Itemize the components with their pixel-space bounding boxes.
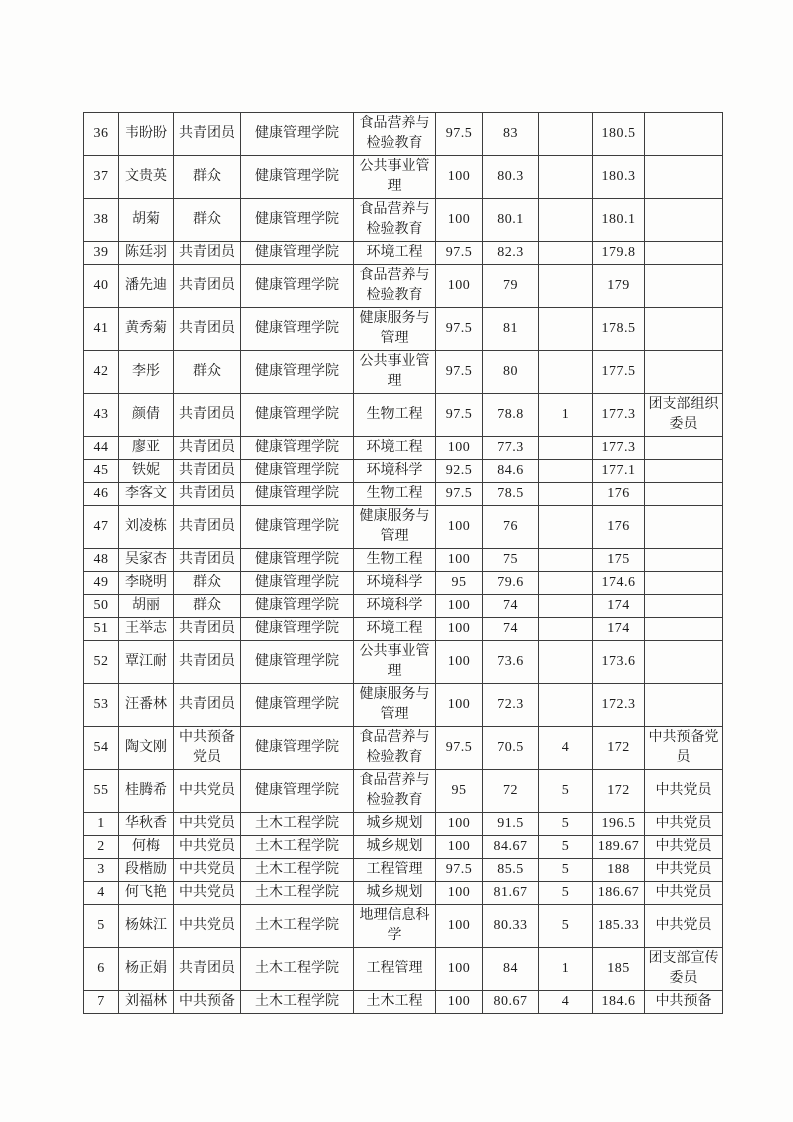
cell-name: 段楷励 — [119, 859, 174, 882]
cell-name: 黄秀菊 — [119, 308, 174, 351]
cell-total: 185.33 — [593, 905, 645, 948]
cell-college: 土木工程学院 — [241, 859, 354, 882]
cell-major: 环境科学 — [354, 595, 436, 618]
cell-no: 51 — [84, 618, 119, 641]
cell-score2: 91.5 — [483, 813, 539, 836]
cell-score2: 80 — [483, 351, 539, 394]
cell-bonus — [539, 308, 593, 351]
cell-bonus: 5 — [539, 813, 593, 836]
cell-political: 共青团员 — [174, 948, 241, 991]
cell-political: 中共预备党员 — [174, 727, 241, 770]
cell-score1: 97.5 — [436, 113, 483, 156]
cell-college: 土木工程学院 — [241, 948, 354, 991]
cell-no: 55 — [84, 770, 119, 813]
cell-remark: 中共党员 — [645, 859, 723, 882]
cell-no: 43 — [84, 394, 119, 437]
cell-no: 36 — [84, 113, 119, 156]
cell-college: 健康管理学院 — [241, 460, 354, 483]
cell-political: 群众 — [174, 156, 241, 199]
cell-political: 群众 — [174, 351, 241, 394]
cell-score1: 100 — [436, 641, 483, 684]
cell-score1: 95 — [436, 770, 483, 813]
cell-score2: 77.3 — [483, 437, 539, 460]
cell-college: 健康管理学院 — [241, 595, 354, 618]
cell-remark: 中共党员 — [645, 770, 723, 813]
cell-college: 健康管理学院 — [241, 549, 354, 572]
cell-bonus — [539, 506, 593, 549]
cell-bonus: 5 — [539, 770, 593, 813]
cell-remark: 中共党员 — [645, 882, 723, 905]
cell-total: 174.6 — [593, 572, 645, 595]
cell-political: 共青团员 — [174, 113, 241, 156]
table-row — [84, 113, 723, 156]
cell-score1: 97.5 — [436, 483, 483, 506]
cell-remark — [645, 156, 723, 199]
cell-political: 中共党员 — [174, 882, 241, 905]
cell-remark — [645, 506, 723, 549]
table-row — [84, 813, 723, 836]
cell-no: 54 — [84, 727, 119, 770]
cell-bonus — [539, 156, 593, 199]
cell-score1: 97.5 — [436, 394, 483, 437]
cell-name: 铁妮 — [119, 460, 174, 483]
cell-political: 共青团员 — [174, 506, 241, 549]
cell-score1: 95 — [436, 572, 483, 595]
cell-college: 健康管理学院 — [241, 308, 354, 351]
cell-no: 39 — [84, 242, 119, 265]
cell-remark — [645, 113, 723, 156]
table-row — [84, 242, 723, 265]
cell-remark — [645, 460, 723, 483]
cell-no: 40 — [84, 265, 119, 308]
cell-total: 172 — [593, 727, 645, 770]
cell-no: 42 — [84, 351, 119, 394]
cell-college: 健康管理学院 — [241, 437, 354, 460]
cell-no: 50 — [84, 595, 119, 618]
cell-score1: 97.5 — [436, 351, 483, 394]
cell-bonus — [539, 242, 593, 265]
cell-political: 中共预备 — [174, 991, 241, 1014]
cell-no: 41 — [84, 308, 119, 351]
table-row — [84, 727, 723, 770]
cell-score2: 74 — [483, 618, 539, 641]
cell-major: 食品营养与检验教育 — [354, 113, 436, 156]
cell-no: 2 — [84, 836, 119, 859]
table-row — [84, 460, 723, 483]
cell-name: 杨正娟 — [119, 948, 174, 991]
cell-remark: 团支部组织委员 — [645, 394, 723, 437]
cell-score2: 85.5 — [483, 859, 539, 882]
cell-college: 健康管理学院 — [241, 727, 354, 770]
cell-bonus — [539, 437, 593, 460]
cell-name: 文贵英 — [119, 156, 174, 199]
cell-score2: 78.5 — [483, 483, 539, 506]
table-row — [84, 572, 723, 595]
cell-college: 健康管理学院 — [241, 641, 354, 684]
table-row — [84, 199, 723, 242]
cell-name: 桂腾希 — [119, 770, 174, 813]
cell-score2: 84.6 — [483, 460, 539, 483]
cell-score1: 100 — [436, 948, 483, 991]
cell-political: 中共党员 — [174, 905, 241, 948]
cell-college: 土木工程学院 — [241, 813, 354, 836]
cell-score1: 100 — [436, 549, 483, 572]
cell-college: 健康管理学院 — [241, 572, 354, 595]
cell-total: 178.5 — [593, 308, 645, 351]
cell-name: 何梅 — [119, 836, 174, 859]
cell-no: 6 — [84, 948, 119, 991]
cell-score2: 82.3 — [483, 242, 539, 265]
cell-college: 健康管理学院 — [241, 265, 354, 308]
cell-score1: 100 — [436, 595, 483, 618]
cell-score1: 100 — [436, 905, 483, 948]
cell-remark — [645, 572, 723, 595]
cell-major: 健康服务与管理 — [354, 684, 436, 727]
cell-name: 覃江耐 — [119, 641, 174, 684]
cell-major: 环境工程 — [354, 437, 436, 460]
cell-name: 杨妹江 — [119, 905, 174, 948]
cell-bonus — [539, 684, 593, 727]
cell-political: 共青团员 — [174, 483, 241, 506]
cell-score1: 97.5 — [436, 859, 483, 882]
table-row — [84, 991, 723, 1014]
cell-bonus — [539, 351, 593, 394]
cell-major: 环境工程 — [354, 618, 436, 641]
table-row — [84, 394, 723, 437]
cell-score2: 75 — [483, 549, 539, 572]
table-row — [84, 770, 723, 813]
cell-political: 共青团员 — [174, 394, 241, 437]
cell-name: 韦盼盼 — [119, 113, 174, 156]
cell-score2: 80.67 — [483, 991, 539, 1014]
cell-score2: 74 — [483, 595, 539, 618]
cell-total: 176 — [593, 506, 645, 549]
cell-bonus — [539, 549, 593, 572]
cell-college: 健康管理学院 — [241, 506, 354, 549]
cell-major: 公共事业管理 — [354, 156, 436, 199]
cell-total: 185 — [593, 948, 645, 991]
table-row — [84, 641, 723, 684]
cell-political: 群众 — [174, 595, 241, 618]
cell-no: 49 — [84, 572, 119, 595]
cell-major: 食品营养与检验教育 — [354, 199, 436, 242]
cell-total: 175 — [593, 549, 645, 572]
cell-name: 胡丽 — [119, 595, 174, 618]
cell-name: 王举志 — [119, 618, 174, 641]
cell-score1: 100 — [436, 506, 483, 549]
cell-college: 土木工程学院 — [241, 836, 354, 859]
cell-major: 地理信息科学 — [354, 905, 436, 948]
cell-total: 173.6 — [593, 641, 645, 684]
table-row — [84, 618, 723, 641]
cell-total: 196.5 — [593, 813, 645, 836]
cell-score2: 76 — [483, 506, 539, 549]
cell-major: 环境工程 — [354, 242, 436, 265]
cell-score2: 83 — [483, 113, 539, 156]
table-row — [84, 437, 723, 460]
cell-bonus — [539, 483, 593, 506]
cell-political: 共青团员 — [174, 242, 241, 265]
cell-political: 中共党员 — [174, 859, 241, 882]
cell-total: 180.1 — [593, 199, 645, 242]
cell-no: 7 — [84, 991, 119, 1014]
cell-major: 环境科学 — [354, 460, 436, 483]
cell-bonus: 4 — [539, 991, 593, 1014]
ranking-table — [83, 112, 723, 1014]
cell-total: 189.67 — [593, 836, 645, 859]
cell-name: 何飞艳 — [119, 882, 174, 905]
cell-college: 土木工程学院 — [241, 991, 354, 1014]
cell-score1: 100 — [436, 265, 483, 308]
cell-score2: 72 — [483, 770, 539, 813]
cell-score2: 79.6 — [483, 572, 539, 595]
cell-score1: 92.5 — [436, 460, 483, 483]
cell-total: 177.3 — [593, 437, 645, 460]
cell-bonus — [539, 595, 593, 618]
cell-major: 城乡规划 — [354, 882, 436, 905]
cell-remark — [645, 641, 723, 684]
cell-score2: 80.1 — [483, 199, 539, 242]
cell-bonus: 1 — [539, 948, 593, 991]
cell-major: 食品营养与检验教育 — [354, 727, 436, 770]
cell-political: 共青团员 — [174, 308, 241, 351]
table-row — [84, 836, 723, 859]
cell-major: 环境科学 — [354, 572, 436, 595]
cell-college: 健康管理学院 — [241, 618, 354, 641]
cell-major: 公共事业管理 — [354, 351, 436, 394]
cell-total: 172.3 — [593, 684, 645, 727]
cell-major: 健康服务与管理 — [354, 506, 436, 549]
cell-total: 174 — [593, 595, 645, 618]
cell-bonus: 4 — [539, 727, 593, 770]
cell-remark: 中共党员 — [645, 836, 723, 859]
cell-major: 食品营养与检验教育 — [354, 265, 436, 308]
cell-remark — [645, 549, 723, 572]
cell-political: 共青团员 — [174, 549, 241, 572]
cell-college: 健康管理学院 — [241, 770, 354, 813]
cell-bonus — [539, 641, 593, 684]
cell-score1: 100 — [436, 684, 483, 727]
table-row — [84, 859, 723, 882]
cell-score1: 100 — [436, 813, 483, 836]
cell-remark: 中共预备党员 — [645, 727, 723, 770]
cell-total: 177.1 — [593, 460, 645, 483]
cell-name: 华秋香 — [119, 813, 174, 836]
cell-score2: 70.5 — [483, 727, 539, 770]
cell-remark — [645, 242, 723, 265]
cell-no: 44 — [84, 437, 119, 460]
cell-bonus — [539, 460, 593, 483]
cell-remark: 中共党员 — [645, 905, 723, 948]
cell-major: 公共事业管理 — [354, 641, 436, 684]
cell-bonus — [539, 572, 593, 595]
cell-name: 刘凌栋 — [119, 506, 174, 549]
cell-major: 工程管理 — [354, 948, 436, 991]
cell-major: 工程管理 — [354, 859, 436, 882]
cell-score1: 97.5 — [436, 242, 483, 265]
cell-total: 186.67 — [593, 882, 645, 905]
cell-remark: 团支部宣传委员 — [645, 948, 723, 991]
cell-major: 生物工程 — [354, 394, 436, 437]
cell-no: 3 — [84, 859, 119, 882]
cell-bonus — [539, 113, 593, 156]
cell-college: 健康管理学院 — [241, 156, 354, 199]
cell-no: 4 — [84, 882, 119, 905]
table-row — [84, 156, 723, 199]
cell-name: 颜倩 — [119, 394, 174, 437]
cell-college: 健康管理学院 — [241, 684, 354, 727]
table-row — [84, 308, 723, 351]
cell-no: 46 — [84, 483, 119, 506]
cell-remark: 中共预备 — [645, 991, 723, 1014]
cell-no: 45 — [84, 460, 119, 483]
cell-bonus — [539, 199, 593, 242]
cell-college: 健康管理学院 — [241, 113, 354, 156]
cell-major: 城乡规划 — [354, 813, 436, 836]
cell-total: 177.5 — [593, 351, 645, 394]
table-row — [84, 506, 723, 549]
cell-no: 52 — [84, 641, 119, 684]
cell-score2: 80.33 — [483, 905, 539, 948]
cell-name: 潘先迪 — [119, 265, 174, 308]
table-row — [84, 549, 723, 572]
table-row — [84, 905, 723, 948]
cell-total: 188 — [593, 859, 645, 882]
cell-score1: 100 — [436, 199, 483, 242]
cell-remark — [645, 595, 723, 618]
cell-remark — [645, 684, 723, 727]
cell-name: 李彤 — [119, 351, 174, 394]
cell-score1: 97.5 — [436, 727, 483, 770]
cell-total: 179.8 — [593, 242, 645, 265]
cell-score1: 100 — [436, 991, 483, 1014]
cell-no: 37 — [84, 156, 119, 199]
cell-no: 1 — [84, 813, 119, 836]
cell-college: 健康管理学院 — [241, 351, 354, 394]
cell-remark — [645, 265, 723, 308]
cell-bonus: 5 — [539, 882, 593, 905]
cell-remark — [645, 199, 723, 242]
cell-name: 李晓明 — [119, 572, 174, 595]
cell-remark — [645, 308, 723, 351]
cell-total: 172 — [593, 770, 645, 813]
cell-major: 土木工程 — [354, 991, 436, 1014]
cell-name: 李客文 — [119, 483, 174, 506]
cell-bonus: 5 — [539, 905, 593, 948]
cell-total: 177.3 — [593, 394, 645, 437]
cell-political: 中共党员 — [174, 770, 241, 813]
cell-score1: 100 — [436, 156, 483, 199]
cell-remark: 中共党员 — [645, 813, 723, 836]
cell-college: 土木工程学院 — [241, 905, 354, 948]
cell-political: 群众 — [174, 199, 241, 242]
cell-bonus — [539, 618, 593, 641]
table-row — [84, 595, 723, 618]
cell-remark — [645, 483, 723, 506]
cell-remark — [645, 618, 723, 641]
cell-score2: 72.3 — [483, 684, 539, 727]
cell-no: 47 — [84, 506, 119, 549]
cell-name: 廖亚 — [119, 437, 174, 460]
cell-college: 土木工程学院 — [241, 882, 354, 905]
cell-major: 健康服务与管理 — [354, 308, 436, 351]
table-row — [84, 882, 723, 905]
cell-major: 生物工程 — [354, 483, 436, 506]
cell-political: 共青团员 — [174, 641, 241, 684]
cell-score2: 73.6 — [483, 641, 539, 684]
cell-political: 群众 — [174, 572, 241, 595]
cell-college: 健康管理学院 — [241, 199, 354, 242]
cell-college: 健康管理学院 — [241, 483, 354, 506]
cell-name: 胡菊 — [119, 199, 174, 242]
table-row — [84, 483, 723, 506]
cell-score2: 80.3 — [483, 156, 539, 199]
table-row — [84, 351, 723, 394]
cell-score2: 84 — [483, 948, 539, 991]
cell-total: 180.3 — [593, 156, 645, 199]
cell-no: 38 — [84, 199, 119, 242]
cell-score1: 100 — [436, 836, 483, 859]
cell-major: 食品营养与检验教育 — [354, 770, 436, 813]
table-row — [84, 948, 723, 991]
cell-political: 中共党员 — [174, 813, 241, 836]
cell-political: 共青团员 — [174, 684, 241, 727]
cell-name: 陶文刚 — [119, 727, 174, 770]
cell-total: 174 — [593, 618, 645, 641]
cell-total: 176 — [593, 483, 645, 506]
cell-score1: 100 — [436, 882, 483, 905]
cell-score1: 100 — [436, 618, 483, 641]
cell-political: 共青团员 — [174, 265, 241, 308]
cell-total: 184.6 — [593, 991, 645, 1014]
cell-bonus — [539, 265, 593, 308]
cell-remark — [645, 351, 723, 394]
table-row — [84, 265, 723, 308]
cell-no: 53 — [84, 684, 119, 727]
cell-bonus: 1 — [539, 394, 593, 437]
cell-score2: 84.67 — [483, 836, 539, 859]
cell-political: 共青团员 — [174, 618, 241, 641]
cell-major: 生物工程 — [354, 549, 436, 572]
cell-name: 汪番林 — [119, 684, 174, 727]
cell-political: 共青团员 — [174, 460, 241, 483]
cell-score2: 81.67 — [483, 882, 539, 905]
cell-name: 吴家杏 — [119, 549, 174, 572]
cell-score1: 100 — [436, 437, 483, 460]
cell-political: 中共党员 — [174, 836, 241, 859]
cell-college: 健康管理学院 — [241, 242, 354, 265]
table-row — [84, 684, 723, 727]
cell-political: 共青团员 — [174, 437, 241, 460]
cell-score2: 79 — [483, 265, 539, 308]
cell-score1: 97.5 — [436, 308, 483, 351]
cell-college: 健康管理学院 — [241, 394, 354, 437]
cell-total: 180.5 — [593, 113, 645, 156]
cell-no: 48 — [84, 549, 119, 572]
cell-major: 城乡规划 — [354, 836, 436, 859]
cell-remark — [645, 437, 723, 460]
cell-total: 179 — [593, 265, 645, 308]
cell-no: 5 — [84, 905, 119, 948]
cell-score2: 78.8 — [483, 394, 539, 437]
cell-bonus: 5 — [539, 859, 593, 882]
cell-bonus: 5 — [539, 836, 593, 859]
cell-score2: 81 — [483, 308, 539, 351]
table-body — [84, 113, 723, 1014]
cell-name: 陈廷羽 — [119, 242, 174, 265]
cell-name: 刘福林 — [119, 991, 174, 1014]
